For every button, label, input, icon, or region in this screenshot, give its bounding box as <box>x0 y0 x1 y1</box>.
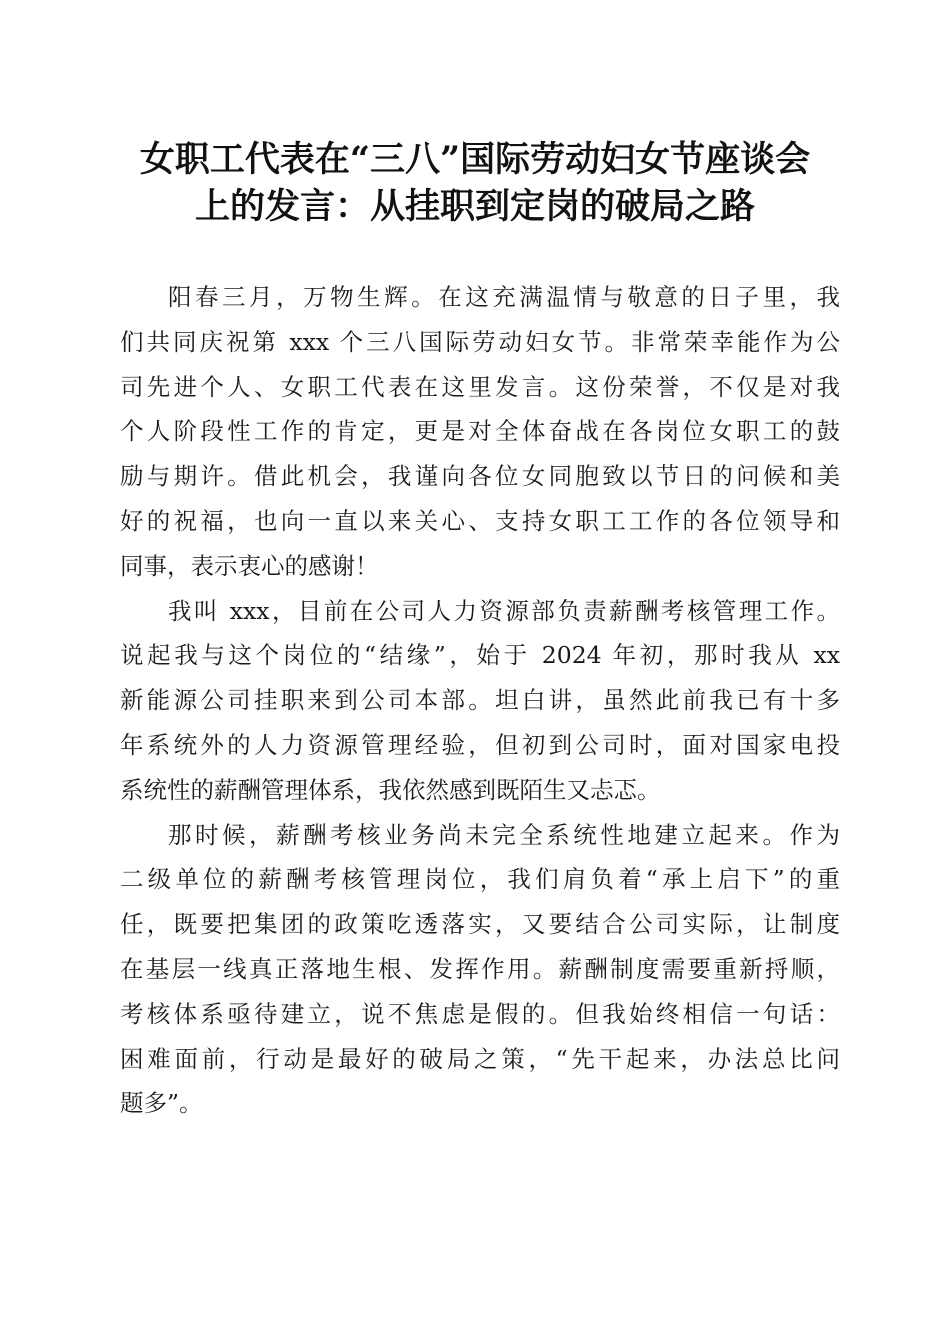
paragraph-line: 那时候，薪酬考核业务尚未完全系统性地建立起来。作为 <box>168 820 840 849</box>
paragraph-line: 阳春三月，万物生辉。在这充满温情与敬意的日子里，我 <box>168 283 840 311</box>
paragraph-line: 年系统外的人力资源管理经验，但初到公司时，面对国家电投 <box>120 730 840 759</box>
document-body <box>120 275 840 1126</box>
paragraph-line: 任，既要把集团的政策吃透落实，又要结合公司实际，让制度 <box>120 910 840 939</box>
title-line: 女职工代表在“三八”国际劳动妇女节座谈会 <box>139 139 811 180</box>
paragraph-line: 说起我与这个岗位的“结缘”，始于 2024 年初，那时我从 xx <box>120 641 840 670</box>
paragraph <box>120 589 840 813</box>
paragraph-line: 困难面前，行动是最好的破局之策，“先干起来，办法总比问 <box>120 1044 840 1073</box>
paragraph-line: 在基层一线真正落地生根、发挥作用。薪酬制度需要重新捋顺， <box>120 954 840 983</box>
paragraph-line: 个人阶段性工作的肯定，更是对全体奋战在各岗位女职工的鼓 <box>120 417 840 446</box>
paragraph <box>120 275 840 589</box>
paragraph-line: 系统性的薪酬管理体系，我依然感到既陌生又忐忑。 <box>120 775 661 804</box>
paragraph-line: 们共同庆祝第 xxx 个三八国际劳动妇女节。非常荣幸能作为公 <box>120 327 840 356</box>
paragraph-line: 二级单位的薪酬考核管理岗位，我们肩负着“承上启下”的重 <box>120 865 840 894</box>
document-title <box>95 136 855 230</box>
paragraph-line: 同事，表示衷心的感谢！ <box>120 551 379 580</box>
paragraph-line: 司先进个人、女职工代表在这里发言。这份荣誉，不仅是对我 <box>120 372 840 401</box>
paragraph-line: 我叫 xxx，目前在公司人力资源部负责薪酬考核管理工作。 <box>168 596 840 625</box>
paragraph-line: 励与期许。借此机会，我谨向各位女同胞致以节日的问候和美 <box>120 462 840 491</box>
paragraph-line: 考核体系亟待建立，说不焦虑是假的。但我始终相信一句话： <box>120 999 840 1028</box>
paragraph-line: 好的祝福，也向一直以来关心、支持女职工工作的各位领导和 <box>120 506 840 535</box>
title-line: 上的发言：从挂职到定岗的破局之路 <box>194 186 755 227</box>
paragraph-line: 题多”。 <box>120 1089 203 1118</box>
paragraph <box>120 813 840 1127</box>
paragraph-line: 新能源公司挂职来到公司本部。坦白讲，虽然此前我已有十多 <box>120 686 840 715</box>
